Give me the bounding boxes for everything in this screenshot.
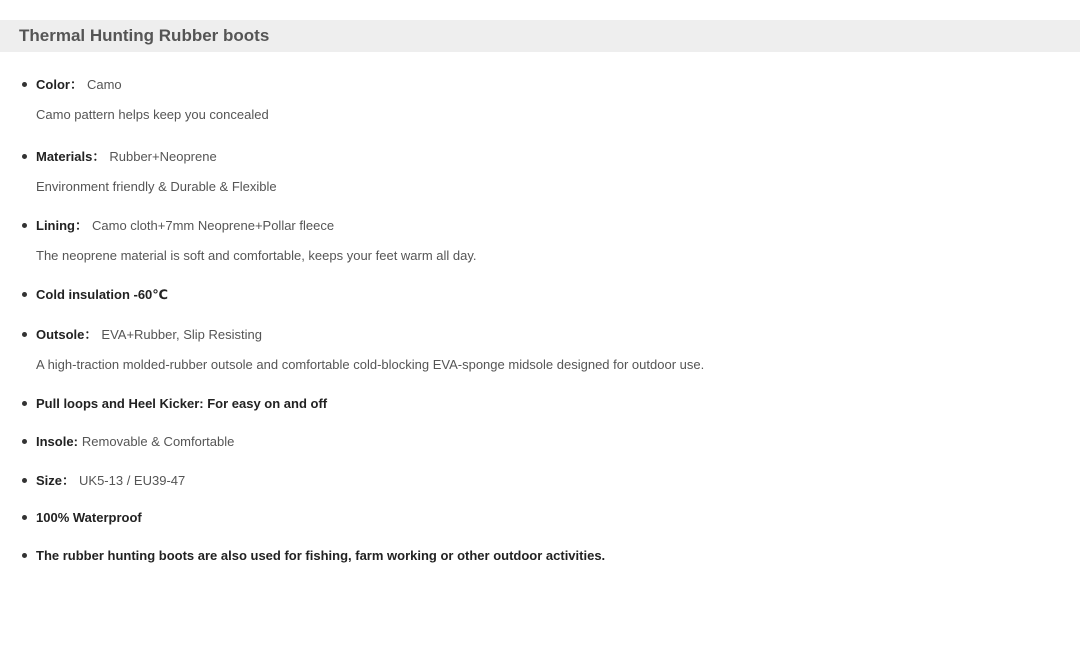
product-title: Thermal Hunting Rubber boots — [19, 26, 270, 45]
feature-description: The neoprene material is soft and comfortable, keeps your feet warm all day. — [36, 248, 477, 263]
feature-line — [36, 509, 142, 526]
feature-line — [36, 76, 122, 93]
feature-value: EVA+Rubber, Slip Resisting — [101, 327, 262, 342]
feature-label: Cold insulation -60℃ — [36, 287, 169, 302]
feature-label: The rubber hunting boots are also used for fishing, farm working or other outdoor activities. — [36, 548, 606, 563]
feature-value: Rubber+Neoprene — [109, 149, 217, 164]
feature-line — [36, 286, 168, 303]
feature-label: Color： — [36, 77, 83, 92]
feature-line — [36, 217, 334, 234]
bullet-icon — [22, 154, 27, 159]
feature-line — [36, 326, 262, 343]
bullet-icon — [22, 515, 27, 520]
feature-label: Size： — [36, 473, 76, 488]
title-bar — [0, 20, 1080, 52]
feature-label: Insole: — [36, 434, 78, 449]
feature-label: Lining： — [36, 218, 88, 233]
feature-value: Camo — [86, 77, 122, 92]
feature-description: A high-traction molded-rubber outsole and comfortable cold-blocking EVA-sponge midsole designed for outdoor use. — [36, 357, 705, 372]
feature-line — [36, 433, 234, 450]
feature-line — [36, 395, 327, 412]
bullet-icon — [22, 401, 27, 406]
feature-line — [36, 148, 217, 165]
feature-line — [36, 547, 605, 564]
bullet-icon — [22, 223, 27, 228]
feature-value: Removable & Comfortable — [81, 434, 235, 449]
feature-description: Camo pattern helps keep you concealed — [36, 107, 269, 122]
bullet-icon — [22, 332, 27, 337]
bullet-icon — [22, 553, 27, 558]
bullet-icon — [22, 292, 27, 297]
bullet-icon — [22, 478, 27, 483]
feature-value: UK5-13 / EU39-47 — [79, 473, 186, 488]
feature-value: Camo cloth+7mm Neoprene+Pollar fleece — [92, 218, 335, 233]
feature-label: Materials： — [36, 149, 106, 164]
feature-label: Pull loops and Heel Kicker: For easy on and off — [36, 396, 328, 411]
feature-label: Outsole： — [36, 327, 98, 342]
feature-line — [36, 472, 185, 489]
bullet-icon — [22, 82, 27, 87]
feature-label: 100% Waterproof — [36, 510, 142, 525]
bullet-icon — [22, 439, 27, 444]
feature-description: Environment friendly & Durable & Flexible — [36, 179, 277, 194]
